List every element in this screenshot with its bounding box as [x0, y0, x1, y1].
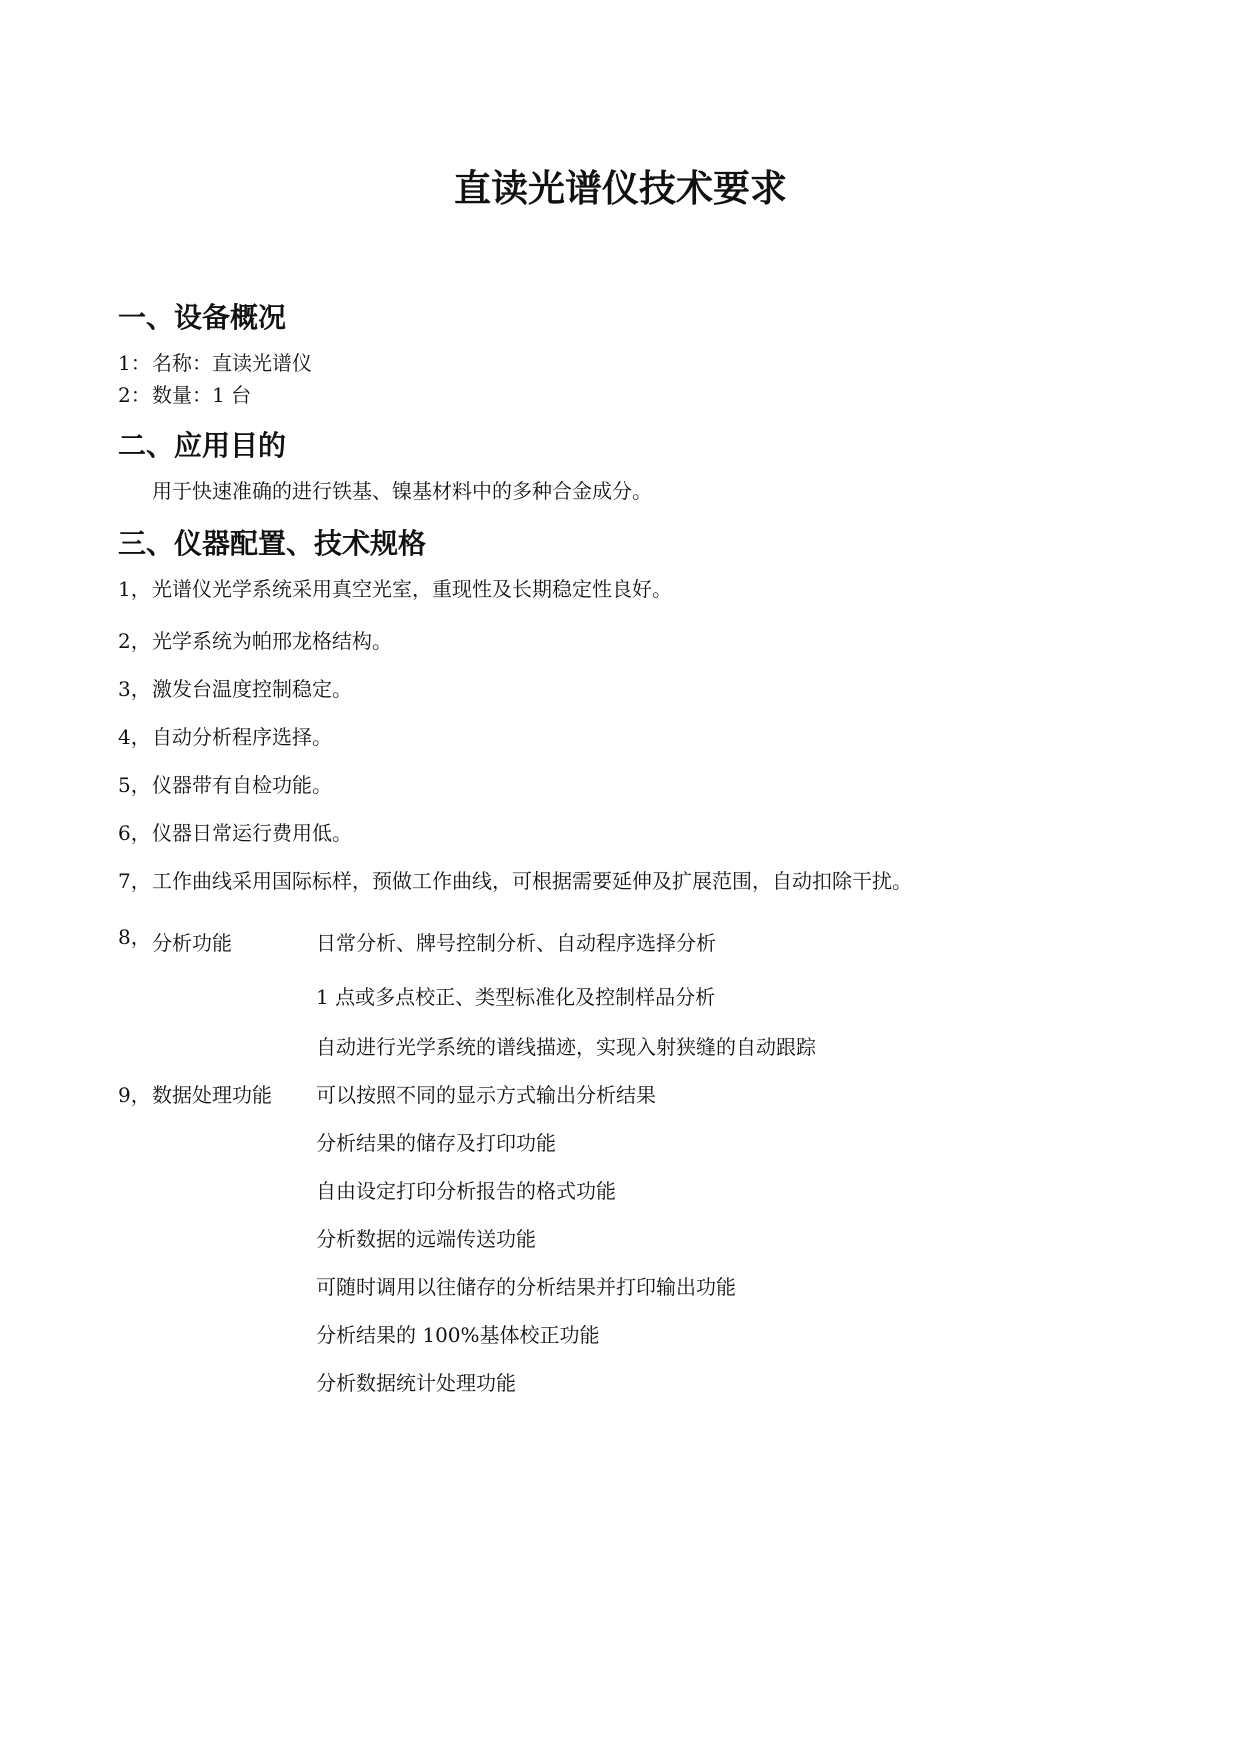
data-processing-label: 数据处理功能 — [152, 1083, 272, 1107]
list-item-text: 名称：直读光谱仪 — [152, 351, 312, 375]
list-item-text: 自动分析程序选择。 — [152, 725, 332, 749]
list-item-text: 光谱仪光学系统采用真空光室，重现性及长期稳定性良好。 — [152, 577, 672, 601]
list-item-text: 数量：1 台 — [152, 383, 252, 407]
analysis-line: 1 点或多点校正、类型标准化及控制样品分析 — [316, 985, 716, 1009]
section-heading-specs: 三、仪器配置、技术规格 — [118, 527, 427, 560]
list-item-text: 工作曲线采用国际标样，预做工作曲线，可根据需要延伸及扩展范围，自动扣除干扰。 — [152, 869, 912, 893]
section-heading-purpose: 二、应用目的 — [118, 429, 287, 462]
analysis-line: 日常分析、牌号控制分析、自动程序选择分析 — [316, 931, 716, 955]
list-item-number: 9， — [118, 1083, 151, 1107]
section-heading-overview: 一、设备概况 — [118, 301, 287, 334]
list-item-number: 3， — [118, 677, 151, 701]
data-processing-line: 分析结果的 100%基体校正功能 — [316, 1323, 600, 1347]
list-item-number: 1， — [118, 577, 151, 601]
data-processing-line: 分析数据统计处理功能 — [316, 1371, 516, 1395]
analysis-line: 自动进行光学系统的谱线描迹，实现入射狭缝的自动跟踪 — [316, 1035, 816, 1059]
purpose-paragraph: 用于快速准确的进行铁基、镍基材料中的多种合金成分。 — [152, 479, 652, 503]
analysis-label: 分析功能 — [152, 931, 232, 955]
data-processing-line: 分析数据的远端传送功能 — [316, 1227, 536, 1251]
data-processing-line: 可随时调用以往储存的分析结果并打印输出功能 — [316, 1275, 736, 1299]
list-item-number: 5， — [118, 773, 151, 797]
list-item-number: 1： — [118, 351, 151, 375]
list-item-number: 6， — [118, 821, 151, 845]
list-item-text: 仪器日常运行费用低。 — [152, 821, 352, 845]
list-item-number: 4， — [118, 725, 151, 749]
list-item-text: 光学系统为帕邢龙格结构。 — [152, 629, 392, 653]
list-item-number: 7， — [118, 869, 151, 893]
list-item-text: 激发台温度控制稳定。 — [152, 677, 352, 701]
list-item-text: 仪器带有自检功能。 — [152, 773, 332, 797]
data-processing-line: 自由设定打印分析报告的格式功能 — [316, 1179, 616, 1203]
list-item-number: 8， — [118, 925, 151, 949]
document-title: 直读光谱仪技术要求 — [454, 167, 787, 210]
list-item-number: 2， — [118, 629, 151, 653]
data-processing-line: 可以按照不同的显示方式输出分析结果 — [316, 1083, 656, 1107]
data-processing-line: 分析结果的储存及打印功能 — [316, 1131, 556, 1155]
list-item-number: 2： — [118, 383, 151, 407]
